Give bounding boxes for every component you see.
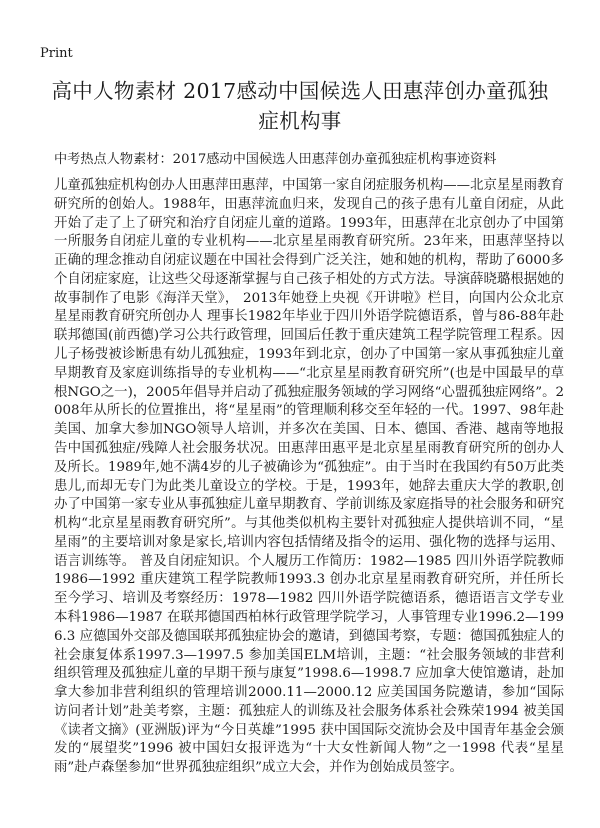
print-link[interactable]: Print xyxy=(40,46,73,61)
article-body: 儿童孤独症机构创办人田惠萍田惠萍，中国第一家自闭症服务机构——北京星星雨教育研究所的创始人。1988年，田惠萍流血归来，发现自己的孩子患有儿童自闭症，从此开始了走了上了研究和治疗自闭症儿童的道路。1993年，田惠萍在北京创办了中国第一所服务自闭症儿童的专业机构——北京星星雨教育研究所。23年来，田惠萍坚持以正确的理念推动自闭症议题在中国社会得到广泛关注，她和她的机构，帮助了6000多个自闭症家庭，让这些父母逐渐掌握与自己孩子相处的方式方法。导演薛晓璐根据她的故事制作了电影《海洋天堂》， 2013年她登上央视《开讲啦》栏目，向国内公众北京星星雨教育研究所创办人 理事长1982年毕业于四川外语学院德语系，曾与86-88年赴联邦德国(前西德)学习公共行政管理，回国后任教于重庆建筑工程学院管理工程系。因儿子杨弢被诊断患有幼儿孤独症，1993年到北京，创办了中国第一家从事孤独症儿童早期教育及家庭训练指导的专业机构——“北京星星雨教育研究所”(也是中国最早的草根NGO之一)，2005年倡导并启动了孤独症服务领域的学习网络“心盟孤独症网络”。2008年从所长的位置推出，将“星星雨”的管理顺利移交至年轻的一代。1997、98年赴美国、加拿大参加NGO领导人培训，并多次在美国、日本、德国、香港、越南等地报告中国孤独症/残障人社会服务状况。田惠萍田惠平是北京星星雨教育研究所的创办人及所长。1989年,她不满4岁的儿子被确诊为“孤独症”。由于当时在我国约有50万此类患儿,而却无专门为此类儿童设立的学校。于是，1993年，她辞去重庆大学的教职,创办了中国第一家专业从事孤独症儿童早期教育、学前训练及家庭指导的社会服务和研究机构“北京星星雨教育研究所”。与其他类似机构主要针对孤独症人提供培训不同，“星星雨”的主要培训对象是家长,培训内容包括情绪及指令的运用、强化物的选择与运用、语言训练等。 普及自闭症知识。个人履历工作简历：1982—1985 四川外语学院教师1986—1992 重庆建筑工程学院教师1993.3 创办北京星星雨教育研究所，并任所长至今学习、培训及考察经历：1978—1982 四川外语学院德语系，德语语言文学专业本科1986—1987 在联邦德国西柏林行政管理学院学习，人事管理专业1996.2—1996.3 应德国外交部及德国联邦孤独症协会的邀请，到德国考察，专题：德国孤独症人的社会康复体系1997.3—1997.5 参加美国ELM培训，主题：“社会服务领域的非营利组织管理及孤独症儿童的早期干预与康复”1998.6—1998.7 应加拿大使馆邀请，赴加拿大参加非营利组织的管理培训2000.11—2000.12 应美国国务院邀请，参加“国际访问者计划”赴美考察，主题：孤独症人的训练及社会服务体系社会殊荣1994 被美国《读者文摘》(亚洲版)评为“今日英雄”1995 获中国国际交流协会及中国青年基金会颁发的“展望奖”1996 被中国妇女报评选为“十大女性新闻人物”之一1998 代表“星星雨”赴卢森堡参加“世界孤独症组织”成立大会，并作为创始成员签字。 xyxy=(54,178,565,776)
article-subtitle: 中考热点人物素材：2017感动中国候选人田惠萍创办童孤独症机构事迹资料 xyxy=(54,152,497,167)
article-title: 高中人物素材 2017感动中国候选人田惠萍创办童孤独症机构事 xyxy=(51,79,549,133)
